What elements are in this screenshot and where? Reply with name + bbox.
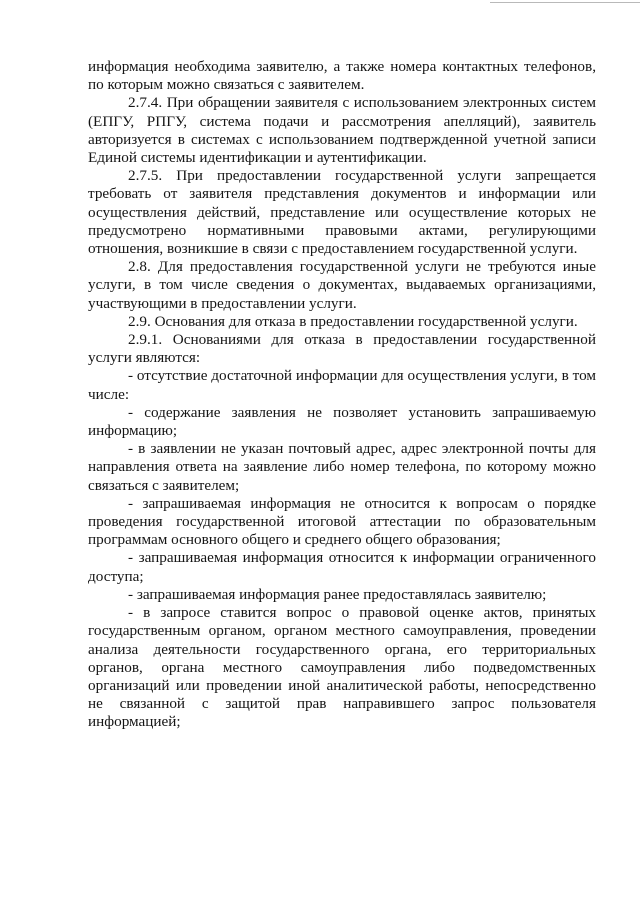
document-body [88,58,596,732]
list-item-insufficient-info: - отсутствие достаточной информации для осуществления услуги, в том числе: [88,367,596,403]
list-item-no-address: - в заявлении не указан почтовый адрес, адрес электронной почты для направления ответа на заявление либо номер телефона, по которому можно связаться с заявителем; [88,440,596,494]
paragraph-2-9: 2.9. Основания для отказа в предоставлении государственной услуги. [128,312,578,330]
paragraph-contact-info: информация необходима заявителю, а также номера контактных телефонов, по которым можно связаться с заявителем. [88,58,596,94]
paragraph-2-7-4: 2.7.4. При обращении заявителя с использованием электронных систем (ЕПГУ, РПГУ, система подачи и рассмотрения апелляций), заявитель авторизуется в системах с использованием подтвержденной учетной записи Единой системы идентификации и аутентификации. [88,94,596,167]
list-item-restricted-access: - запрашиваемая информация относится к информации ограниченного доступа; [88,549,596,585]
list-item-previously-provided: - запрашиваемая информация ранее предоставлялась заявителю; [128,585,547,603]
list-item-not-related: - запрашиваемая информация не относится к вопросам о порядке проведения государственной итоговой аттестации по образовательным программам основного общего и среднего общего образования; [88,494,596,549]
paragraph-2-9-1: 2.9.1. Основаниями для отказа в предоставлении государственной услуги являются: [88,331,596,367]
list-item-legal-assessment: - в запросе ставится вопрос о правовой оценке актов, принятых государственным органом, органом местного самоуправления, проведении анализа деятельности государственного органа, его территориальных органов, органа местного самоуправления либо подведомственных организаций или проведении иной аналитической работы, непосредственно не связанной с защитой прав направившего запрос пользователя информацией; [88,604,596,731]
paragraph-2-7-5: 2.7.5. При предоставлении государственной услуги запрещается требовать от заявителя представления документов и информации или осуществления действий, представление или осуществление которых не предусмотрено нормативными правовыми актами, регулирующими отношения, возникшие в связи с предоставлением государственной услуги. [88,167,596,258]
paragraph-2-8: 2.8. Для предоставления государственной услуги не требуются иные услуги, в том числе сведения о документах, выдаваемых организациями, участвующими в предоставлении услуги. [88,258,596,312]
list-item-content-unclear: - содержание заявления не позволяет установить запрашиваемую информацию; [88,403,596,440]
top-edge-line [490,2,640,3]
